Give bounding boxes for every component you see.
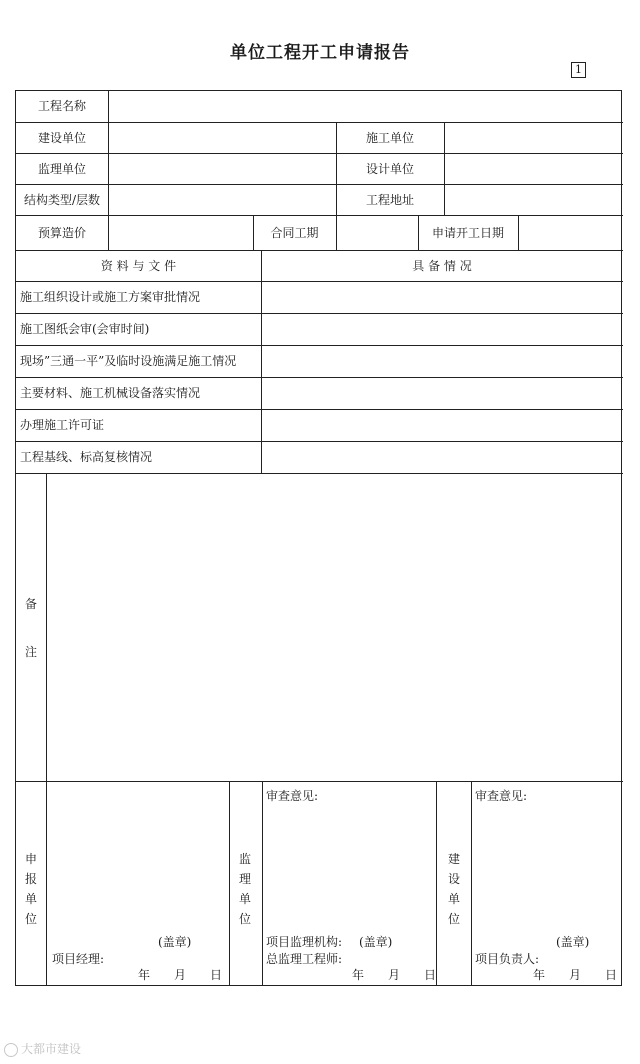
doc-item: 现场”三通一平”及临时设施满足施工情况 [20, 354, 237, 368]
agency-label: 项目监理机构: [266, 935, 343, 949]
chief-engineer-label: 总监理工程师: [266, 952, 343, 966]
remarks-label-1: 备 [24, 597, 37, 611]
col-divider [108, 91, 109, 250]
row-divider [16, 281, 623, 282]
remarks-label-2: 注 [24, 645, 37, 659]
address-label: 工程地址 [365, 193, 414, 207]
application-form [15, 90, 622, 986]
col-divider [336, 215, 337, 250]
row-divider [16, 345, 623, 346]
chat-bubble-icon [4, 1043, 18, 1057]
seal-label: (盖章) [556, 935, 590, 949]
project-name-label: 工程名称 [37, 99, 86, 113]
row-divider [16, 313, 623, 314]
review-opinion-1: 审查意见: [266, 789, 319, 803]
contractor-label: 施工单位 [365, 131, 414, 145]
supervision-label: 监理单位 [238, 852, 251, 926]
col-divider [471, 781, 472, 986]
row-divider [16, 781, 623, 782]
owner-lead-label: 项目负责人: [475, 952, 540, 966]
budget-label: 预算造价 [37, 226, 86, 240]
doc-item: 工程基线、标高复核情况 [20, 450, 153, 464]
watermark [4, 1040, 81, 1057]
status-header: 具 备 情 况 [412, 259, 472, 273]
col-divider [262, 781, 263, 986]
review-opinion-2: 审查意见: [475, 789, 528, 803]
doc-item: 施工组织设计或施工方案审批情况 [20, 290, 201, 304]
page-title: 单位工程开工申请报告 [230, 43, 410, 63]
start-date-label: 申请开工日期 [431, 226, 504, 240]
row-divider [16, 409, 623, 410]
docs-header: 资 料 与 文 件 [100, 259, 177, 273]
col-divider [46, 473, 47, 986]
date-label: 年 月 日 [533, 968, 618, 982]
construction-label: 建设单位 [447, 852, 460, 926]
date-label: 年 月 日 [138, 968, 223, 982]
seal-label: (盖章) [359, 935, 393, 949]
row-divider [16, 377, 623, 378]
contract-period-label: 合同工期 [270, 226, 319, 240]
client-label: 建设单位 [37, 131, 86, 145]
doc-item: 办理施工许可证 [20, 418, 105, 432]
date-label: 年 月 日 [352, 968, 437, 982]
col-divider [436, 781, 437, 986]
col-divider [229, 781, 230, 986]
structure-label: 结构类型/层数 [23, 193, 101, 207]
page-number: 1 [571, 62, 586, 78]
doc-item: 主要材料、施工机械设备落实情况 [20, 386, 201, 400]
doc-item: 施工图纸会审(会审时间) [20, 322, 150, 336]
manager-label: 项目经理: [52, 952, 105, 966]
supervisor-label: 监理单位 [37, 162, 86, 176]
applicant-label: 申报单位 [24, 852, 37, 926]
designer-label: 设计单位 [365, 162, 414, 176]
watermark-text: 大都市建设 [21, 1042, 82, 1056]
col-divider [444, 122, 445, 215]
seal-label: (盖章) [158, 935, 192, 949]
row-divider [16, 250, 623, 251]
col-divider [518, 215, 519, 250]
col-divider [261, 250, 262, 473]
row-divider [16, 473, 623, 474]
row-divider [16, 441, 623, 442]
